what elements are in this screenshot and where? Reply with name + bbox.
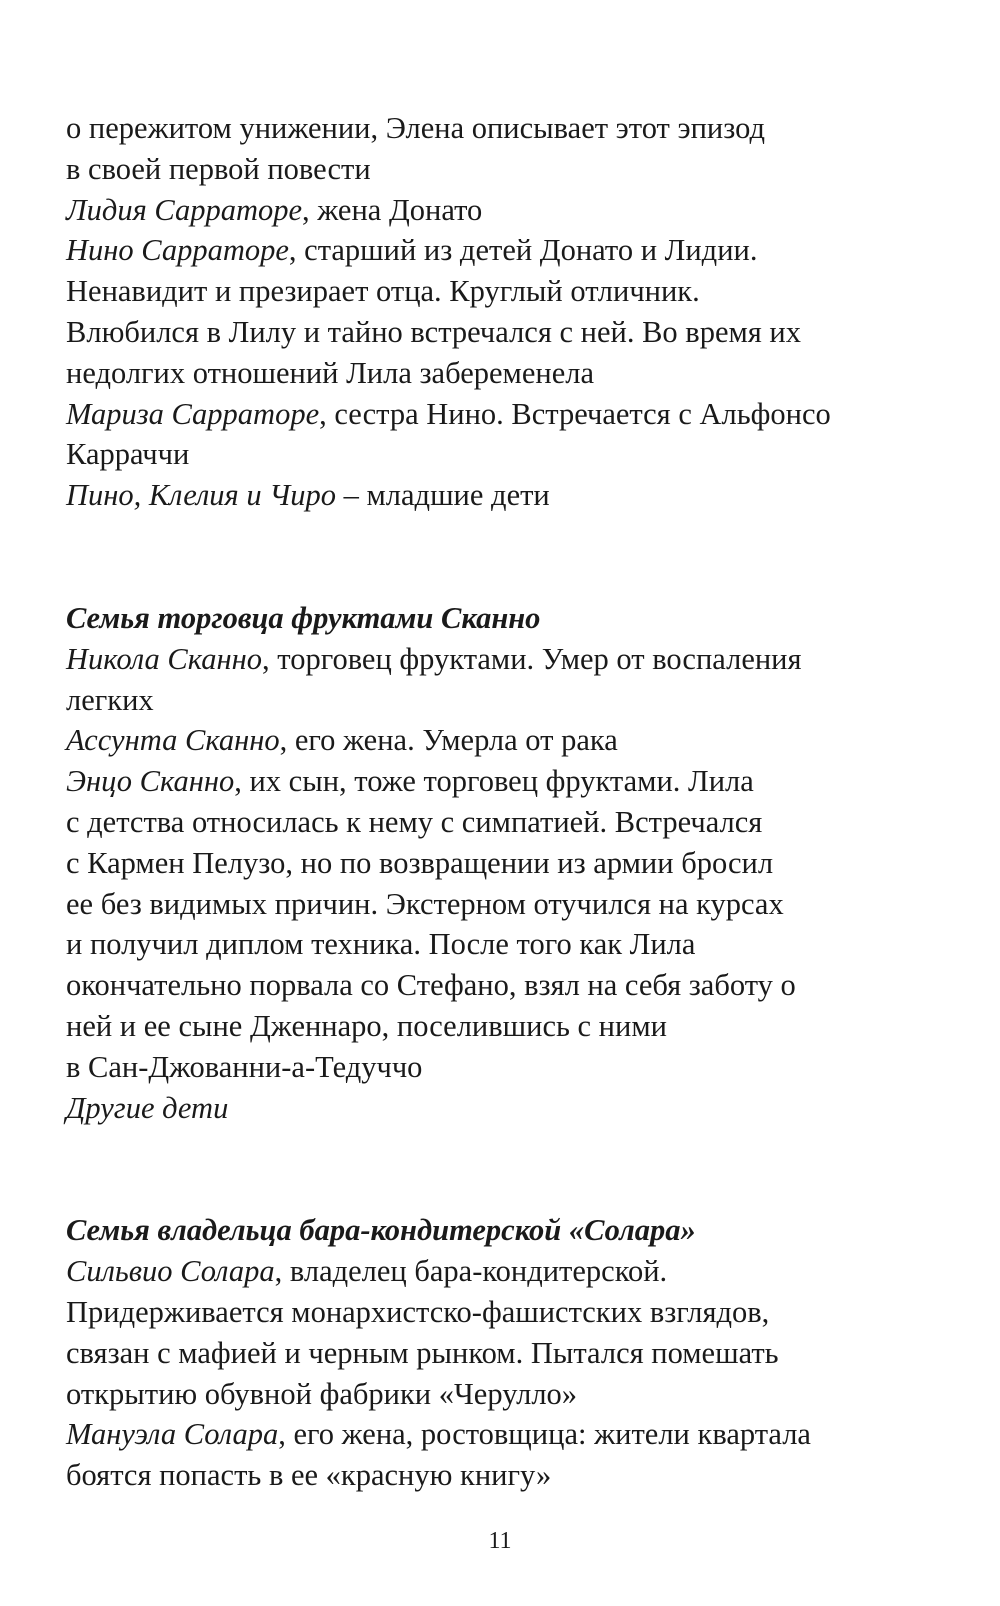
text-line: с детства относилась к нему с симпатией. Встречался	[66, 804, 763, 839]
person-description: , их сын, тоже торговец фруктами. Лила	[234, 764, 754, 799]
person-description: , его жена. Умерла от рака	[279, 723, 618, 758]
person-name: Лидия Сарраторе	[66, 192, 303, 227]
entry-younger-children	[66, 475, 946, 516]
text-line: ней и ее сыне Дженнаро, поселившись с ними	[66, 1008, 667, 1043]
person-description: , жена Донато	[302, 192, 483, 227]
entry-enzo	[66, 761, 946, 802]
person-name: Пино, Клелия и Чиро	[66, 478, 336, 513]
entry-lidia	[66, 190, 946, 231]
page-text	[66, 108, 946, 1496]
text-line: открытию обувной фабрики «Черулло»	[66, 1376, 578, 1411]
text-line: Влюбился в Лилу и тайно встречался с ней. Во время их	[66, 314, 802, 349]
text-line: Придерживается монархистско-фашистских взглядов,	[66, 1294, 770, 1329]
text-line: недолгих отношений Лила забеременела	[66, 355, 594, 390]
text-line: Ненавидит и презирает отца. Круглый отличник.	[66, 274, 700, 309]
text-line: в Сан-Джованни-а-Тедуччо	[66, 1049, 423, 1084]
person-description: , владелец бара-кондитерской.	[274, 1254, 668, 1289]
entry-manuela	[66, 1414, 946, 1455]
section-gap	[66, 1128, 946, 1210]
person-name: Нино Сарраторе	[66, 233, 289, 268]
text-line: связан с мафией и черным рынком. Пытался помешать	[66, 1335, 779, 1370]
text-line: боятся попасть в ее «красную книгу»	[66, 1458, 552, 1493]
entry-nino	[66, 230, 946, 271]
person-name: Энцо Сканно	[66, 764, 235, 799]
person-name: Никола Сканно	[66, 641, 263, 676]
entry-assunta	[66, 720, 946, 761]
section-heading-solara: Семья владельца бара-кондитерской «Солара»	[66, 1213, 696, 1248]
entry-silvio	[66, 1251, 946, 1292]
section-heading-scanno: Семья торговца фруктами Сканно	[66, 600, 541, 635]
entry-mariza	[66, 394, 946, 435]
person-name: Мариза Сарраторе	[66, 396, 320, 431]
person-description: , сестра Нино. Встречается с Альфонсо	[319, 396, 831, 431]
text-line: Карраччи	[66, 437, 190, 472]
text-line: о пережитом унижении, Элена описывает этот эпизод	[66, 111, 765, 145]
text-line: легких	[66, 682, 154, 717]
person-name: Ассунта Сканно	[66, 723, 280, 758]
person-name: Сильвио Солара	[66, 1254, 275, 1289]
person-description: , торговец фруктами. Умер от воспаления	[262, 641, 802, 676]
person-description: , старший из детей Донато и Лидии.	[288, 233, 758, 268]
text-line: ее без видимых причин. Экстерном отучился на курсах	[66, 886, 784, 921]
person-name: Мануэла Солара	[66, 1417, 279, 1452]
text-line: окончательно порвала со Стефано, взял на себя заботу о	[66, 968, 796, 1003]
text-line: и получил диплом техника. После того как Лила	[66, 927, 696, 962]
person-description: – младшие дети	[336, 478, 550, 513]
section-gap	[66, 516, 946, 598]
entry-other-children: Другие дети	[66, 1090, 229, 1125]
person-description: , его жена, ростовщица: жители квартала	[278, 1417, 811, 1452]
page-number: 11	[488, 1528, 512, 1554]
text-line: в своей первой повести	[66, 151, 371, 186]
text-line: с Кармен Пелузо, но по возвращении из армии бросил	[66, 845, 774, 880]
entry-nikola	[66, 639, 946, 680]
